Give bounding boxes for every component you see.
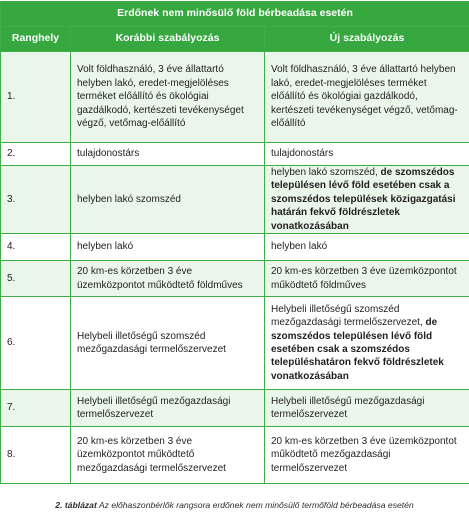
new-rule-text: 20 km-es körzetben 3 éve üzemközpontot működtető mezőgazdasági termelőszervezet [271,435,457,474]
new-rule-cell [265,234,469,261]
old-rule-cell: tulajdonostárs [71,143,265,166]
old-rule-cell: helyben lakó [71,234,265,261]
table-row [1,234,469,261]
table-row [1,297,469,390]
rank-cell: 5. [1,261,71,297]
new-rule-text: 20 km-es körzetben 3 éve üzemközpontot működtető földműves [271,266,457,291]
rank-cell: 4. [1,234,71,261]
priority-table [0,1,469,484]
caption-label: 2. táblázat [55,500,97,510]
column-header-old: Korábbi szabályozás [71,27,265,52]
old-rule-cell: Volt földhasználó, 3 éve állattartó helyben lakó, eredet-megjelöléses terméket előállító és ökológiai gazdálkodó, kertészeti tevékenységet végző, vetőmag-előállító [71,52,265,143]
old-rule-cell: Helybeli illetőségű szomszéd mezőgazdasági termelőszervezet [71,297,265,390]
table-row [1,427,469,484]
new-rule-text: helyben lakó [271,241,328,253]
table-caption [0,500,469,510]
table-row [1,390,469,427]
caption-text: Az előhaszonbérlők rangsora erdőnek nem minősülő termőföld bérbeadása esetén [96,500,414,510]
new-rule-text: Helybeli illetőségű szomszéd mezőgazdasági termelőszervezet, [271,303,426,329]
old-rule-cell: helyben lakó szomszéd [71,166,265,234]
table-title: Erdőnek nem minősülő föld bérbeadása esetén [1,2,469,27]
table-row [1,143,469,166]
rank-cell: 1. [1,52,71,143]
old-rule-cell: 20 km-es körzetben 3 éve üzemközpontot működtető földműves [71,261,265,297]
rank-cell: 2. [1,143,71,166]
old-rule-cell: Helybeli illetőségű mezőgazdasági termelőszervezet [71,390,265,427]
new-rule-highlight: de szomszédos településen lévő föld esetében csak a szomszédos települések közigazgatási határán fekvő földrészletek vonatkozásában [271,167,456,232]
rank-cell: 8. [1,427,71,484]
new-rule-cell [265,261,469,297]
new-rule-cell [265,52,469,143]
rank-cell: 3. [1,166,71,234]
table-row [1,261,469,297]
table-container [0,1,469,484]
old-rule-cell: 20 km-es körzetben 3 éve üzemközpontot működtető mezőgazdasági termelőszervezet [71,427,265,484]
new-rule-cell [265,297,469,390]
new-rule-text: Helybeli illetőségű mezőgazdasági termelőszervezet [271,395,425,421]
table-row [1,52,469,143]
new-rule-cell [265,166,469,234]
column-header-rank: Ranghely [1,27,71,52]
new-rule-highlight: de szomszédos településen lévő föld esetében csak a szomszédos településhatáron fekvő földrészletek vonatkozásában [271,317,444,382]
new-rule-text: helyben lakó szomszéd, [271,167,381,178]
table-row [1,166,469,234]
new-rule-cell [265,390,469,427]
rank-cell: 7. [1,390,71,427]
column-header-new: Új szabályozás [265,27,469,52]
new-rule-cell [265,143,469,166]
rank-cell: 6. [1,297,71,390]
new-rule-text: tulajdonostárs [271,148,334,160]
new-rule-cell [265,427,469,484]
new-rule-text: Volt földhasználó, 3 éve állattartó helyben lakó, eredet-megjelöléses terméket előállító és ökológiai gazdálkodó, kertészeti tevékenységet végző, vetőmag-előállító [271,64,458,130]
